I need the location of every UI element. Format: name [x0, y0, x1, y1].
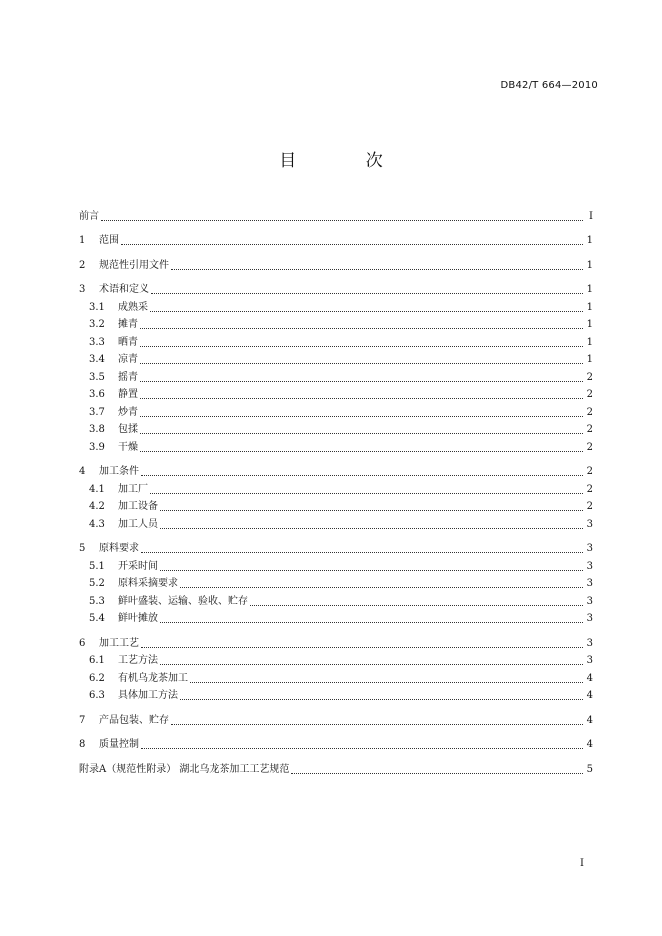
- toc-entry-label: 鲜叶摊放: [118, 613, 158, 624]
- toc-entry[interactable]: [79, 669, 593, 687]
- toc-entry-label: 加工设备: [118, 501, 158, 512]
- dot-leader: [151, 292, 583, 294]
- toc-entry-page: 1: [586, 336, 593, 348]
- toc-entry-label: 有机乌龙茶加工: [118, 672, 188, 684]
- toc-entry[interactable]: [79, 386, 593, 404]
- toc-entry-page: 3: [586, 560, 593, 572]
- toc-entry-page: 4: [586, 672, 593, 684]
- toc-entry[interactable]: [79, 200, 593, 225]
- dot-leader: [121, 243, 583, 245]
- toc-entry[interactable]: [79, 592, 593, 610]
- dot-leader: [141, 747, 583, 749]
- toc-entry-page: 3: [586, 543, 593, 554]
- dot-leader: [140, 362, 583, 364]
- toc-entry[interactable]: [79, 652, 593, 670]
- dot-leader: [171, 723, 583, 725]
- toc-entry-label: 原料要求: [99, 543, 139, 554]
- toc-entry-number: 6: [79, 637, 86, 649]
- toc-entry-page: 1: [586, 235, 593, 246]
- toc-entry-page: 1: [586, 259, 593, 271]
- toc-entry-page: 1: [586, 319, 593, 330]
- table-of-contents: [79, 200, 593, 778]
- toc-entry-label: 加工工艺: [99, 637, 139, 649]
- dot-leader: [160, 527, 583, 529]
- page-number: I: [580, 858, 584, 869]
- toc-entry-page: 1: [586, 284, 593, 295]
- document-code: DB42/T 664—2010: [500, 80, 598, 91]
- toc-entry[interactable]: [79, 627, 593, 652]
- toc-entry-page: 4: [586, 714, 593, 726]
- toc-entry[interactable]: [79, 704, 593, 729]
- toc-entry[interactable]: [79, 298, 593, 316]
- toc-entry-label: 包揉: [118, 424, 138, 435]
- toc-entry-page: 2: [586, 406, 593, 418]
- toc-entry-number: 6.2: [89, 672, 105, 684]
- toc-entry-number: 4.1: [89, 483, 105, 495]
- dot-leader: [140, 415, 583, 417]
- toc-entry[interactable]: [79, 515, 593, 533]
- toc-entry-number: 4: [79, 466, 86, 477]
- toc-entry[interactable]: [79, 274, 593, 299]
- dot-leader: [140, 380, 583, 382]
- toc-entry-number: 2: [79, 259, 86, 271]
- dot-leader: [141, 646, 583, 648]
- toc-entry-page: 2: [586, 483, 593, 495]
- toc-entry-number: 3.9: [89, 441, 105, 453]
- toc-entry-number: 3.1: [89, 301, 105, 313]
- toc-entry-number: 3.8: [89, 424, 105, 435]
- dot-leader: [190, 681, 583, 683]
- toc-entry[interactable]: [79, 421, 593, 439]
- toc-entry-label: 附录A（规范性附录） 湖北乌龙茶加工工艺规范: [79, 763, 290, 775]
- toc-entry-page: 2: [586, 466, 593, 477]
- toc-entry-page: 2: [586, 501, 593, 512]
- dot-leader: [141, 551, 583, 553]
- dot-leader: [101, 219, 583, 221]
- toc-entry-label: 鲜叶盛装、运输、验收、贮存: [118, 595, 248, 607]
- toc-entry-page: 3: [586, 595, 593, 607]
- toc-entry[interactable]: [79, 403, 593, 421]
- toc-entry-number: 3.2: [89, 319, 105, 330]
- dot-leader: [180, 698, 583, 700]
- toc-entry[interactable]: [79, 729, 593, 754]
- toc-entry-label: 原料采摘要求: [118, 578, 178, 589]
- toc-entry-number: 3: [79, 284, 86, 295]
- toc-entry-page: 3: [586, 613, 593, 624]
- dot-leader: [160, 663, 583, 665]
- dot-leader: [160, 509, 583, 511]
- dot-leader: [160, 621, 583, 623]
- page-title: 目 次: [279, 151, 415, 171]
- toc-entry-page: 3: [586, 655, 593, 666]
- toc-entry-page: 1: [586, 354, 593, 365]
- toc-entry-label: 静置: [118, 389, 138, 400]
- dot-leader: [140, 345, 583, 347]
- toc-entry-page: I: [589, 210, 593, 222]
- toc-entry-label: 摇青: [118, 371, 138, 383]
- toc-entry-page: 2: [586, 371, 593, 383]
- toc-entry-number: 5.1: [89, 560, 105, 572]
- toc-entry-label: 产品包装、贮存: [99, 714, 169, 726]
- toc-entry[interactable]: [79, 316, 593, 334]
- dot-leader: [141, 474, 583, 476]
- toc-entry[interactable]: [79, 333, 593, 351]
- toc-entry-number: 5.3: [89, 595, 105, 607]
- toc-entry[interactable]: [79, 498, 593, 516]
- toc-entry-label: 凉青: [118, 354, 138, 365]
- dot-leader: [150, 310, 583, 312]
- toc-entry-label: 开采时间: [118, 560, 158, 572]
- toc-entry[interactable]: [79, 480, 593, 498]
- toc-entry-label: 规范性引用文件: [99, 259, 169, 271]
- dot-leader: [140, 397, 583, 399]
- dot-leader: [140, 327, 583, 329]
- toc-entry-label: 术语和定义: [99, 284, 149, 295]
- toc-entry-number: 4.2: [89, 501, 105, 512]
- toc-entry-number: 8: [79, 739, 86, 750]
- toc-entry-page: 4: [586, 739, 593, 750]
- dot-leader: [291, 772, 583, 774]
- toc-entry[interactable]: [79, 753, 593, 778]
- toc-entry[interactable]: [79, 368, 593, 386]
- toc-entry-label: 工艺方法: [118, 655, 158, 666]
- toc-entry-page: 2: [586, 441, 593, 453]
- toc-entry-page: 3: [586, 518, 593, 530]
- toc-entry-number: 5.4: [89, 613, 105, 624]
- toc-entry-number: 3.3: [89, 336, 105, 348]
- dot-leader: [250, 604, 583, 606]
- toc-entry[interactable]: [79, 456, 593, 481]
- toc-entry-label: 范围: [99, 235, 119, 246]
- dot-leader: [150, 492, 583, 494]
- toc-entry[interactable]: [79, 533, 593, 558]
- toc-entry-label: 前言: [79, 210, 99, 222]
- toc-entry-number: 4.3: [89, 518, 105, 530]
- toc-entry-label: 具体加工方法: [118, 690, 178, 701]
- toc-entry-label: 加工人员: [118, 518, 158, 530]
- toc-entry-label: 干燥: [118, 441, 138, 453]
- toc-entry-number: 3.7: [89, 406, 105, 418]
- toc-entry-label: 质量控制: [99, 739, 139, 750]
- toc-entry-number: 7: [79, 714, 86, 726]
- toc-entry[interactable]: [79, 687, 593, 705]
- toc-entry-page: 2: [586, 424, 593, 435]
- toc-entry-number: 3.5: [89, 371, 105, 383]
- toc-entry[interactable]: [79, 351, 593, 369]
- toc-entry-number: 6.1: [89, 655, 105, 666]
- toc-entry-number: 3.4: [89, 354, 105, 365]
- dot-leader: [180, 586, 583, 588]
- toc-entry-page: 3: [586, 578, 593, 589]
- toc-entry-label: 摊青: [118, 319, 138, 330]
- toc-entry-label: 晒青: [118, 336, 138, 348]
- toc-entry[interactable]: [79, 610, 593, 628]
- toc-entry-label: 加工厂: [118, 483, 148, 495]
- toc-entry[interactable]: [79, 557, 593, 575]
- toc-entry-page: 1: [586, 301, 593, 313]
- toc-entry-number: 5: [79, 543, 86, 554]
- toc-entry[interactable]: [79, 575, 593, 593]
- toc-entry-page: 4: [586, 690, 593, 701]
- toc-entry[interactable]: [79, 249, 593, 274]
- toc-entry-page: 5: [586, 763, 593, 775]
- toc-entry-label: 成熟采: [118, 301, 148, 313]
- toc-entry-number: 3.6: [89, 389, 105, 400]
- toc-entry-label: 炒青: [118, 406, 138, 418]
- dot-leader: [160, 569, 583, 571]
- toc-entry-number: 6.3: [89, 690, 105, 701]
- toc-entry-number: 1: [79, 235, 86, 246]
- toc-entry-label: 加工条件: [99, 466, 139, 477]
- dot-leader: [140, 450, 583, 452]
- toc-entry-page: 3: [586, 637, 593, 649]
- toc-entry[interactable]: [79, 438, 593, 456]
- toc-entry-page: 2: [586, 389, 593, 400]
- dot-leader: [140, 432, 583, 434]
- dot-leader: [171, 268, 583, 270]
- toc-entry-number: 5.2: [89, 578, 105, 589]
- toc-entry[interactable]: [79, 225, 593, 250]
